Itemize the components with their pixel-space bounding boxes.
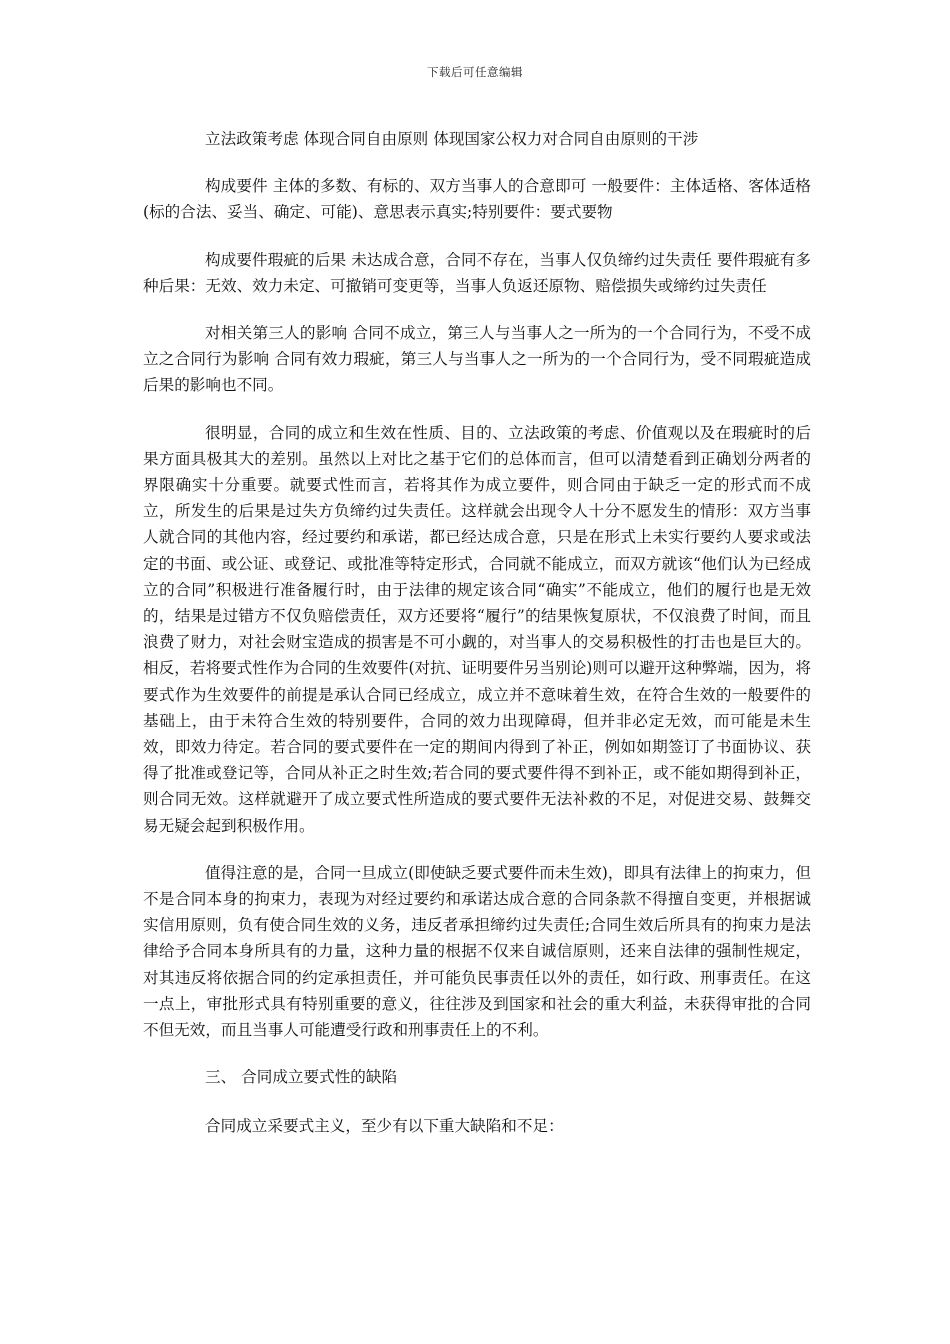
section-heading: 三、 合同成立要式性的缺陷 — [205, 1068, 398, 1087]
paragraph-defects-intro: 合同成立采要式主义，至少有以下重大缺陷和不足： — [205, 1116, 564, 1135]
paragraph-policy: 立法政策考虑 体现合同自由原则 体现国家公权力对合同自由原则的干涉 — [205, 130, 699, 148]
paragraph-defect-consequences: 构成要件瑕疵的后果 未达成合意，合同不存在，当事人仅负缔约过失责任 要件瑕疵有多种后果：无效、效力未定、可撤销可变更等，当事人负返还原物、赔偿损失或缔约过失责任 — [143, 250, 811, 295]
paragraph-analysis: 很明显，合同的成立和生效在性质、目的、立法政策的考虑、价值观以及在瑕疵时的后果方面具极其大的差别。虽然以上对比之基于它们的总体而言，但可以清楚看到正确划分两者的界限确实十分重要。就要式性而言，若将其作为成立要件，则合同由于缺乏一定的形式而不成立，所发生的后果是过失方负缔约过失责任。这样就会出现令人十分不愿发生的情形：双方当事人就合同的其他内容，经过要约和承诺，都已经达成合意，只是在形式上未实行要约人要求或法定的书面、或公证、或登记、或批准等特定形式，合同就不能成立，而双方就该“他们认为已经成立的合同”积极进行准备履行时，由于法律的规定该合同“确实”不能成立，他们的履行也是无效的，结果是过错方不仅负赔偿责任，双方还要将“履行”的结果恢复原状，不仅浪费了时间，而且浪费了财力，对社会财宝造成的损害是不可小觑的，对当事人的交易积极性的打击也是巨大的。相反，若将要式性作为合同的生效要件(对抗、证明要件另当别论)则可以避开这种弊端，因为，将要式作为生效要件的前提是承认合同已经成立，成立并不意味着生效，在符合生效的一般要件的基础上，由于未符合生效的特别要件，合同的效力出现障碍，但并非必定无效，而可能是未生效，即效力待定。若合同的要式要件在一定的期间内得到了补正，例如如期签订了书面协议、获得了批准或登记等，合同从补正之时生效;若合同的要式要件得不到补正，或不能如期得到补正，则合同无效。这样就避开了成立要式性所造成的要式要件无法补救的不足，对促进交易、鼓舞交易无疑会起到积极作用。 — [143, 423, 811, 835]
paragraph-requirements: 构成要件 主体的多数、有标的、双方当事人的合意即可 一般要件：主体适格、客体适格(标的合法、妥当、确定、可能)、意思表示真实;特别要件：要式要物 — [143, 177, 811, 222]
paragraph-third-party: 对相关第三人的影响 合同不成立，第三人与当事人之一所为的一个合同行为，不受不成立之合同行为影响 合同有效力瑕疵，第三人与当事人之一所为的一个合同行为，受不同瑕疵造成后果的影响也不同。 — [143, 324, 811, 395]
paragraph-binding-force: 值得注意的是，合同一旦成立(即使缺乏要式要件而未生效)，即具有法律上的拘束力，但不是合同本身的拘束力，表现为对经过要约和承诺达成合意的合同条款不得擅自变更，并根据诚实信用原则，负有使合同生效的义务，违反者承担缔约过失责任;合同生效后所具有的拘束力是法律给予合同本身所具有的力量，这种力量的根据不仅来自诚信原则，还来自法律的强制性规定，对其违反将依据合同的约定承担责任，并可能负民事责任以外的责任，如行政、刑事责任。在这一点上，审批形式具有特别重要的意义，往往涉及到国家和社会的重大利益，未获得审批的合同不但无效，而且当事人可能遭受行政和刑事责任上的不利。 — [143, 863, 811, 1040]
document-body — [143, 126, 811, 1160]
page-header: 下载后可任意编辑 — [427, 65, 523, 79]
